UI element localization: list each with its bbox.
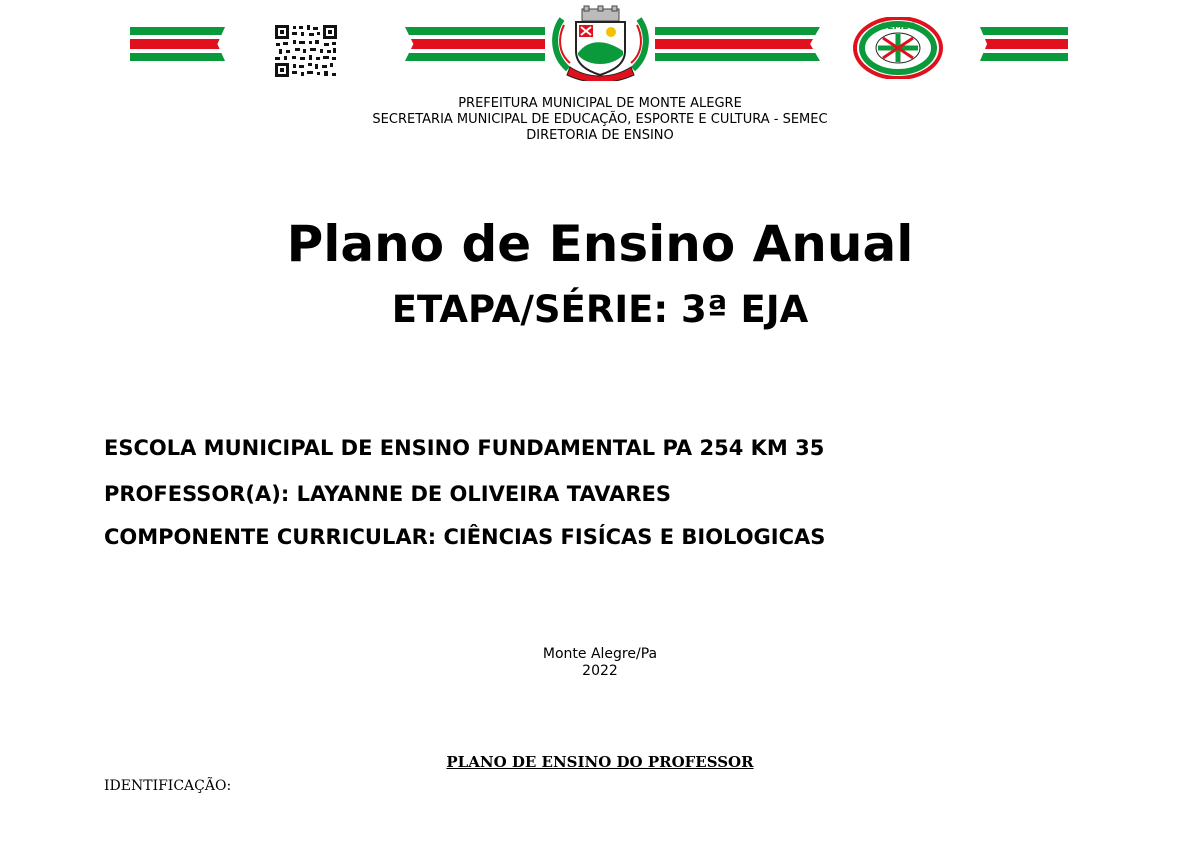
document-title: Plano de Ensino Anual [286,215,914,273]
header-secretaria: SECRETARIA MUNICIPAL DE EDUCAÇÃO, ESPORTE E CULTURA - SEMEC [372,112,828,127]
teacher-name: PROFESSOR(A): LAYANNE DE OLIVEIRA TAVARES [104,482,671,506]
flag-stripe-right [980,27,1068,61]
flag-stripe-center-left [405,27,545,61]
header-diretoria: DIRETORIA DE ENSINO [526,128,674,143]
place-year: 2022 [582,663,618,679]
header-prefeitura: PREFEITURA MUNICIPAL DE MONTE ALEGRE [458,96,742,111]
qr-code-icon [273,23,339,79]
identification-label: IDENTIFICAÇÃO: [104,778,232,794]
flag-stripe-left [130,27,225,61]
school-name: ESCOLA MUNICIPAL DE ENSINO FUNDAMENTAL PA 254 KM 35 [104,436,825,460]
document-subtitle: ETAPA/SÉRIE: 3ª EJA [391,288,809,331]
semec-seal-icon [853,17,943,79]
section-title: PLANO DE ENSINO DO PROFESSOR [446,753,754,771]
municipal-coat-of-arms-icon [548,5,653,81]
curricular-component: COMPONENTE CURRICULAR: CIÊNCIAS FISÍCAS E BIOLOGICAS [104,525,826,549]
flag-stripe-center-right [655,27,820,61]
svg-text:SEMEC: SEMEC [880,22,916,32]
place-city: Monte Alegre/Pa [542,646,658,662]
